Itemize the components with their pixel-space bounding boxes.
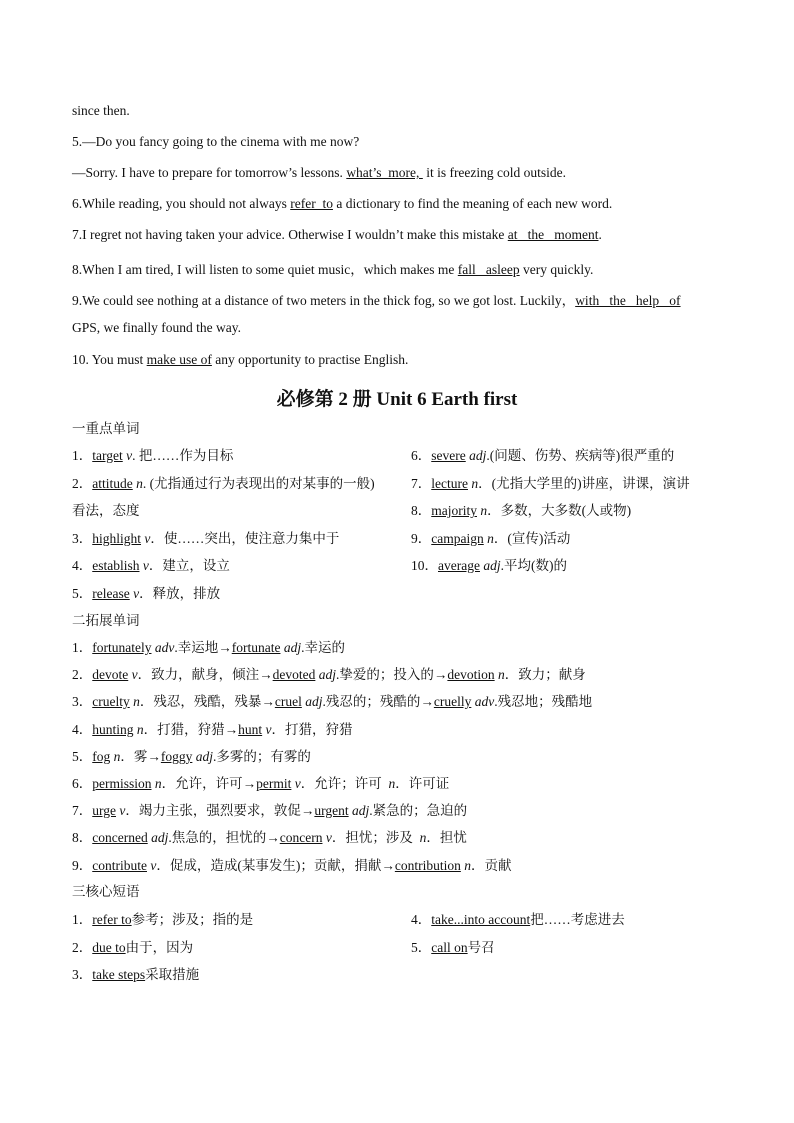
extended-word-item xyxy=(72,772,449,792)
extended-word-item xyxy=(72,636,345,656)
word-meaning: . 把……作为目标 xyxy=(132,448,234,463)
part-of-speech: v xyxy=(126,448,133,463)
part-of-speech: n xyxy=(464,857,471,873)
key-word-item xyxy=(72,499,140,519)
vocab-word: fog xyxy=(92,748,111,764)
vocab-word: devoted xyxy=(272,667,316,683)
part-of-speech: n xyxy=(136,476,143,491)
phrase-item xyxy=(72,963,199,983)
word-meaning: ．打猎，狩猎 xyxy=(271,721,353,737)
word-meaning: ．(宣传)活动 xyxy=(493,531,571,546)
vocab-word: foggy xyxy=(160,748,193,764)
phrase-meaning: 参考；涉及；指的是 xyxy=(131,912,254,927)
word-meaning: .幸运地→ xyxy=(174,640,232,655)
phrase-item xyxy=(72,908,253,928)
key-word-item xyxy=(72,554,230,574)
item-number: 8． xyxy=(72,830,93,846)
vocab-word: establish xyxy=(92,558,140,573)
item-number: 1． xyxy=(72,912,93,927)
key-word-item xyxy=(72,527,339,547)
vocab-word: permission xyxy=(92,776,152,791)
item-number: 10． xyxy=(411,558,438,573)
key-word-item xyxy=(411,444,674,464)
phrase: refer to xyxy=(92,912,132,927)
key-word-item xyxy=(72,582,220,602)
part-of-speech: n xyxy=(133,694,140,710)
key-word-item xyxy=(72,444,233,464)
part-of-speech: n xyxy=(471,476,479,491)
part-of-speech: n xyxy=(113,748,121,764)
item-number: 5． xyxy=(72,748,93,764)
vocab-word: cruelly xyxy=(433,694,472,710)
vocab-word: urgent xyxy=(314,803,349,819)
word-meaning: . (尤指通过行为表现出的对某事的一般) xyxy=(142,476,375,491)
answer-blank: refer to xyxy=(290,196,333,211)
word-meaning: ．释放，排放 xyxy=(139,586,221,601)
answer-blank: make use of xyxy=(146,352,212,367)
vocab-word: cruelty xyxy=(92,694,130,710)
item-number: 2． xyxy=(72,667,93,683)
part-of-speech: n xyxy=(154,776,162,791)
word-meaning: ．使……突出，使注意力集中于 xyxy=(150,531,340,546)
sentence-5-question: 5.—Do you fancy going to the cinema with me now? xyxy=(72,134,360,149)
part-of-speech: n xyxy=(480,503,488,518)
word-meaning: .平均(数)的 xyxy=(500,558,567,573)
part-of-speech: adj xyxy=(352,803,370,819)
answer-blank: what’s more, xyxy=(346,165,423,180)
vocab-word: fortunately xyxy=(92,640,152,655)
word-meaning: ．促成，造成(某事发生)；贡献，捐献→ xyxy=(156,857,395,873)
item-number: 1． xyxy=(72,640,93,655)
word-meaning: ．残忍，残酷，残暴→ xyxy=(139,694,275,710)
word-meaning: ．允许；许可 xyxy=(300,776,389,791)
part-of-speech: adj xyxy=(483,558,501,573)
key-word-item xyxy=(411,472,690,492)
vocab-word: permit xyxy=(256,776,292,791)
extended-word-item xyxy=(72,854,511,874)
word-meaning: ．担忧；涉及 xyxy=(331,830,420,846)
part-of-speech: v xyxy=(144,531,151,546)
word-meaning: .紧急的；急迫的 xyxy=(369,803,468,819)
item-number: 7． xyxy=(411,476,432,491)
word-meaning: .挚爱的；投入的→ xyxy=(336,667,448,683)
key-word-item xyxy=(72,472,375,492)
part-of-speech: v xyxy=(142,558,149,573)
item-number: 1． xyxy=(72,448,93,463)
vocab-word: urge xyxy=(92,803,116,819)
answer-blank: at the moment xyxy=(507,227,599,242)
part-of-speech: adj xyxy=(195,748,214,764)
key-word-item xyxy=(411,499,631,519)
word-meaning: .(问题、伤势、疾病等)很严重的 xyxy=(486,448,675,463)
part-of-speech: adj xyxy=(151,830,169,846)
extended-word-item xyxy=(72,690,592,710)
item-number: 8． xyxy=(411,503,432,518)
vocab-word: majority xyxy=(431,503,477,518)
word-meaning: ．雾→ xyxy=(120,748,161,764)
word-meaning: .幸运的 xyxy=(301,640,345,655)
answer-blank: fall asleep xyxy=(457,262,520,277)
vocab-word: contribution xyxy=(394,857,461,873)
part-of-speech: adv xyxy=(474,694,495,710)
sentence-9-cont: GPS, we finally found the way. xyxy=(72,320,241,335)
item-number: 3． xyxy=(72,967,93,982)
part-of-speech: n xyxy=(388,776,396,791)
part-of-speech: adj xyxy=(283,640,302,655)
item-number: 4． xyxy=(411,912,432,927)
item-number: 3． xyxy=(72,531,93,546)
vocab-word: contribute xyxy=(92,857,147,873)
phrase-meaning: 由于，因为 xyxy=(125,939,194,955)
word-meaning: .残忍的；残酷的→ xyxy=(322,694,434,710)
unit-title: 必修第 2 册 Unit 6 Earth first xyxy=(276,389,518,410)
vocab-word: concerned xyxy=(92,830,148,846)
vocab-word: concern xyxy=(279,830,323,846)
word-meaning: .多雾的；有雾的 xyxy=(213,748,311,764)
phrase: due to xyxy=(92,939,126,955)
part-of-speech: v xyxy=(294,776,301,791)
sentence-6: 6.While reading, you should not always refer to a dictionary to find the meaning of each new word. xyxy=(72,196,613,211)
item-number: 4． xyxy=(72,558,93,573)
sentence-9: 9.We could see nothing at a distance of two meters in the thick fog, so we got lost. Luckily，with the help of xyxy=(72,293,681,308)
sentence-4-tail: since then. xyxy=(72,103,130,118)
word-meaning: ．致力；献身 xyxy=(504,667,586,683)
sentence-7: 7.I regret not having taken your advice. Otherwise I wouldn’t make this mistake at the moment. xyxy=(72,227,602,242)
sentence-8: 8.When I am tired, I will listen to some quiet music，which makes me fall asleep very quickly. xyxy=(72,262,594,277)
vocab-word: average xyxy=(438,558,480,573)
part-of-speech: v xyxy=(325,830,332,846)
word-meaning: ．(尤指大学里的)讲座，讲课，演讲 xyxy=(478,476,690,491)
vocab-word: hunt xyxy=(238,721,263,737)
item-number: 5． xyxy=(72,586,93,601)
vocab-word: target xyxy=(92,448,123,463)
part-of-speech: adv xyxy=(154,640,175,655)
part-of-speech: n xyxy=(498,667,505,683)
vocab-word: attitude xyxy=(92,476,133,491)
phrase: call on xyxy=(431,939,468,955)
part-of-speech: adj xyxy=(469,448,487,463)
part-of-speech: n xyxy=(487,531,494,546)
word-meaning: ．多数，大多数(人或物) xyxy=(487,503,632,518)
part-of-speech: adj xyxy=(318,667,337,683)
vocab-word: devote xyxy=(92,667,129,683)
extended-word-item xyxy=(72,663,586,683)
vocab-word: highlight xyxy=(92,531,142,546)
part-of-speech: adj xyxy=(305,694,323,710)
vocab-word: cruel xyxy=(274,694,302,710)
word-meaning: ．许可证 xyxy=(395,776,450,791)
vocab-word: release xyxy=(92,586,130,601)
phrase-meaning: 采取措施 xyxy=(145,967,200,982)
sentence-10: 10. You must make use of any opportunity to practise English. xyxy=(72,352,409,367)
extended-word-item xyxy=(72,718,353,738)
item-number: 4． xyxy=(72,721,93,737)
vocab-word: lecture xyxy=(431,476,468,491)
phrase-meaning: 号召 xyxy=(467,939,495,955)
extended-word-item xyxy=(72,826,467,846)
part-of-speech: v xyxy=(119,803,126,819)
extended-word-item xyxy=(72,745,311,765)
word-meaning: ．竭力主张，强烈要求，敦促→ xyxy=(125,803,315,819)
word-meaning: .焦急的，担忧的→ xyxy=(168,830,280,846)
part-of-speech: v xyxy=(150,857,157,873)
item-number: 9． xyxy=(411,531,432,546)
phrase-item xyxy=(411,908,625,928)
word-meaning: ．致力，献身，倾注→ xyxy=(137,667,273,683)
word-meaning: ．打猎，狩猎→ xyxy=(143,721,239,737)
part-of-speech: n xyxy=(419,830,427,846)
item-number: 2． xyxy=(72,939,93,955)
section-heading-core-phrases: 三核心短语 xyxy=(72,884,140,899)
word-meaning: ．允许，许可→ xyxy=(161,776,257,791)
item-number: 5． xyxy=(411,939,432,955)
key-word-item xyxy=(411,527,570,547)
item-number: 2． xyxy=(72,476,93,491)
item-number: 6． xyxy=(72,776,93,791)
answer-blank: with the help of xyxy=(575,293,681,308)
part-of-speech: v xyxy=(131,667,138,683)
phrase-item xyxy=(72,936,193,956)
vocab-word: devotion xyxy=(447,667,495,683)
word-meaning: 看法，态度 xyxy=(72,503,140,518)
item-number: 3． xyxy=(72,694,93,710)
extended-word-item xyxy=(72,799,467,819)
phrase-item xyxy=(411,936,495,956)
word-meaning: .残忍地；残酷地 xyxy=(494,694,593,710)
word-meaning: ．建立，设立 xyxy=(148,558,230,573)
section-heading-extended-words: 二拓展单词 xyxy=(72,613,140,628)
item-number: 7． xyxy=(72,803,93,819)
word-meaning: ．担忧 xyxy=(426,830,467,846)
part-of-speech: n xyxy=(136,721,144,737)
sentence-5-answer: —Sorry. I have to prepare for tomorrow’s lessons. what’s more, it is freezing cold outside. xyxy=(72,165,567,180)
phrase-meaning: 把……考虑进去 xyxy=(530,912,625,927)
section-heading-key-words: 一重点单词 xyxy=(72,421,140,436)
phrase: take...into account xyxy=(431,912,531,927)
vocab-word: campaign xyxy=(431,531,484,546)
part-of-speech: v xyxy=(133,586,140,601)
vocab-word: severe xyxy=(431,448,466,463)
phrase: take steps xyxy=(92,967,146,982)
part-of-speech: v xyxy=(265,721,272,737)
key-word-item xyxy=(411,554,567,574)
word-meaning: ．贡献 xyxy=(470,857,512,873)
vocab-word: fortunate xyxy=(231,640,281,655)
vocab-word: hunting xyxy=(92,721,134,737)
item-number: 6． xyxy=(411,448,432,463)
item-number: 9． xyxy=(72,857,93,873)
